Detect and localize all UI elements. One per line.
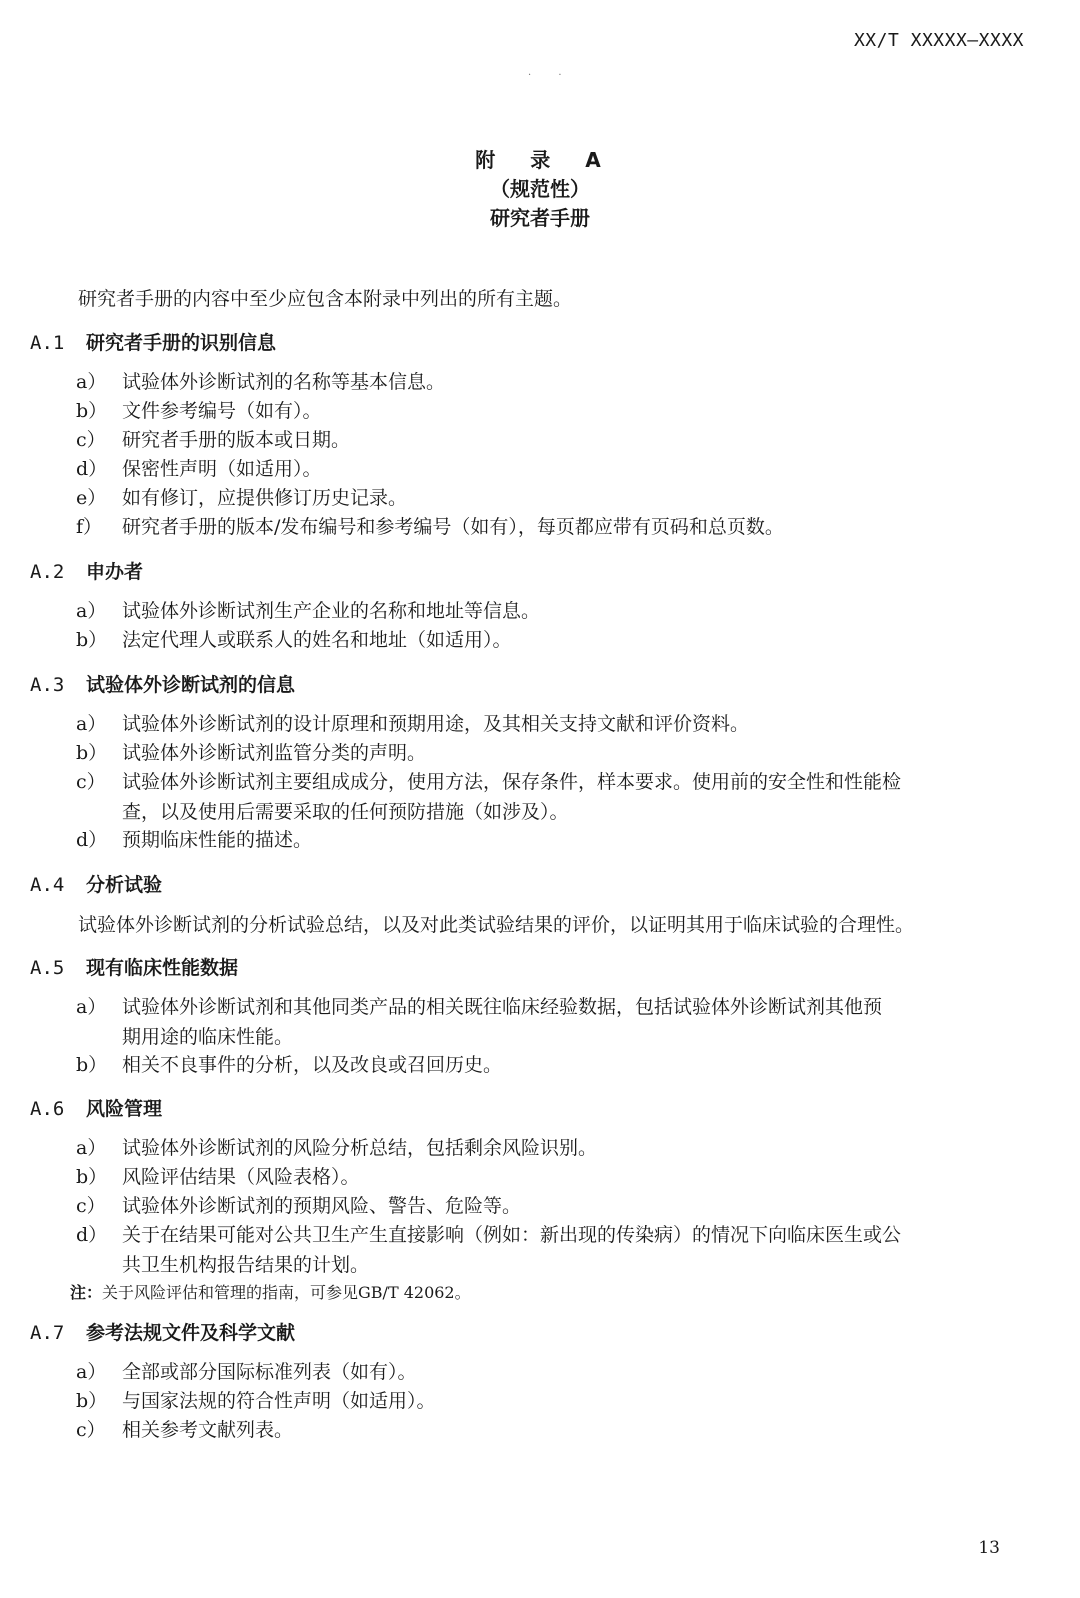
list-item bbox=[76, 426, 350, 455]
list-item bbox=[76, 597, 540, 626]
list-item bbox=[76, 1416, 293, 1445]
item-text: 法定代理人或联系人的姓名和地址（如适用）。 bbox=[122, 629, 512, 651]
list-item bbox=[76, 484, 407, 513]
section-number: A.1 bbox=[30, 332, 65, 354]
section-title: 风险管理 bbox=[86, 1098, 163, 1120]
list-item bbox=[76, 993, 882, 1022]
section-heading bbox=[30, 1318, 295, 1345]
item-text: 相关不良事件的分析，以及改良或召回历史。 bbox=[122, 1054, 503, 1076]
section-number: A.5 bbox=[30, 957, 65, 979]
appendix-nature: （规范性） bbox=[490, 177, 590, 201]
item-text: 试验体外诊断试剂的名称等基本信息。 bbox=[122, 371, 446, 393]
list-item bbox=[76, 768, 901, 797]
item-text: 试验体外诊断试剂的设计原理和预期用途，及其相关支持文献和评价资料。 bbox=[122, 713, 750, 735]
section-number: A.6 bbox=[30, 1098, 65, 1120]
item-text: 相关参考文献列表。 bbox=[122, 1419, 294, 1441]
item-label: b） bbox=[76, 1166, 108, 1188]
section-title: 参考法规文件及科学文献 bbox=[86, 1322, 296, 1344]
list-item bbox=[76, 1358, 417, 1387]
list-item bbox=[76, 513, 784, 542]
item-text: 如有修订，应提供修订历史记录。 bbox=[122, 487, 408, 509]
section-number: A.2 bbox=[30, 561, 65, 583]
appendix-title: 附 录 A bbox=[475, 148, 615, 172]
item-label: d） bbox=[76, 1224, 108, 1246]
item-text: 风险评估结果（风险表格）。 bbox=[122, 1166, 360, 1188]
item-label: c） bbox=[76, 1419, 106, 1441]
item-label: b） bbox=[76, 1390, 108, 1412]
item-text: 试验体外诊断试剂的风险分析总结，包括剩余风险识别。 bbox=[122, 1137, 598, 1159]
list-item bbox=[76, 1221, 901, 1250]
list-item bbox=[76, 1387, 436, 1416]
item-continuation: 共卫生机构报告结果的计划。 bbox=[122, 1254, 370, 1276]
list-item bbox=[76, 455, 322, 484]
item-text: 全部或部分国际标准列表（如有）。 bbox=[122, 1361, 417, 1383]
note-label: 注： bbox=[70, 1283, 103, 1302]
appendix-heading bbox=[0, 146, 1080, 233]
item-continuation: 期用途的临床性能。 bbox=[122, 1026, 294, 1048]
item-label: a） bbox=[76, 600, 107, 622]
item-text: 与国家法规的符合性声明（如适用）。 bbox=[122, 1390, 436, 1412]
section-title: 现有临床性能数据 bbox=[86, 957, 239, 979]
item-text: 试验体外诊断试剂的预期风险、警告、危险等。 bbox=[122, 1195, 522, 1217]
section-number: A.4 bbox=[30, 874, 65, 896]
item-label: a） bbox=[76, 1137, 107, 1159]
list-item bbox=[76, 710, 749, 739]
page-number: 13 bbox=[978, 1538, 1000, 1558]
item-label: b） bbox=[76, 400, 108, 422]
list-item bbox=[76, 1163, 360, 1192]
list-item bbox=[76, 397, 322, 426]
item-label: c） bbox=[76, 1195, 106, 1217]
document-code: XX/T XXXXX—XXXX bbox=[853, 30, 1024, 51]
list-item bbox=[76, 826, 312, 855]
list-item bbox=[76, 1192, 521, 1221]
section-heading bbox=[30, 328, 276, 355]
item-label: f） bbox=[76, 516, 103, 538]
item-text: 试验体外诊断试剂监管分类的声明。 bbox=[122, 742, 427, 764]
item-label: b） bbox=[76, 742, 108, 764]
section-title: 申办者 bbox=[86, 561, 144, 583]
section-heading bbox=[30, 1094, 162, 1121]
section-number: A.7 bbox=[30, 1322, 65, 1344]
list-item bbox=[76, 368, 445, 397]
item-text: 研究者手册的版本/发布编号和参考编号（如有），每页都应带有页码和总页数。 bbox=[122, 516, 784, 538]
section-title: 分析试验 bbox=[86, 874, 163, 896]
section-title: 研究者手册的识别信息 bbox=[86, 332, 277, 354]
item-label: a） bbox=[76, 1361, 107, 1383]
item-label: d） bbox=[76, 829, 108, 851]
list-item bbox=[76, 739, 426, 768]
item-label: c） bbox=[76, 771, 106, 793]
list-item bbox=[76, 1134, 597, 1163]
intro-paragraph: 研究者手册的内容中至少应包含本附录中列出的所有主题。 bbox=[78, 288, 573, 310]
item-continuation: 查，以及使用后需要采取的任何预防措施（如涉及）。 bbox=[122, 801, 569, 823]
list-item bbox=[76, 1051, 502, 1080]
item-label: b） bbox=[76, 1054, 108, 1076]
section-paragraph: 试验体外诊断试剂的分析试验总结，以及对此类试验结果的评价，以证明其用于临床试验的合理性。 bbox=[78, 914, 915, 936]
appendix-name: 研究者手册 bbox=[490, 206, 590, 230]
note bbox=[70, 1280, 471, 1303]
item-label: b） bbox=[76, 629, 108, 651]
item-text: 试验体外诊断试剂主要组成成分，使用方法，保存条件，样本要求。使用前的安全性和性能检 bbox=[122, 771, 902, 793]
section-heading bbox=[30, 670, 295, 697]
section-title: 试验体外诊断试剂的信息 bbox=[86, 674, 296, 696]
section-heading bbox=[30, 953, 238, 980]
section-number: A.3 bbox=[30, 674, 65, 696]
item-text: 试验体外诊断试剂生产企业的名称和地址等信息。 bbox=[122, 600, 541, 622]
item-label: a） bbox=[76, 371, 107, 393]
item-text: 关于在结果可能对公共卫生产生直接影响（例如：新出现的传染病）的情况下向临床医生或公 bbox=[122, 1224, 902, 1246]
header-dots: · · bbox=[528, 70, 574, 81]
item-text: 预期临床性能的描述。 bbox=[122, 829, 313, 851]
item-text: 试验体外诊断试剂和其他同类产品的相关既往临床经验数据，包括试验体外诊断试剂其他预 bbox=[122, 996, 883, 1018]
item-label: a） bbox=[76, 996, 107, 1018]
item-label: a） bbox=[76, 713, 107, 735]
item-label: e） bbox=[76, 487, 107, 509]
item-text: 保密性声明（如适用）。 bbox=[122, 458, 322, 480]
note-text: 关于风险评估和管理的指南，可参见GB/T 42062。 bbox=[102, 1283, 471, 1302]
list-item bbox=[76, 626, 512, 655]
item-label: c） bbox=[76, 429, 106, 451]
item-text: 文件参考编号（如有）。 bbox=[122, 400, 322, 422]
section-heading bbox=[30, 870, 162, 897]
section-heading bbox=[30, 557, 143, 584]
item-label: d） bbox=[76, 458, 108, 480]
item-text: 研究者手册的版本或日期。 bbox=[122, 429, 351, 451]
